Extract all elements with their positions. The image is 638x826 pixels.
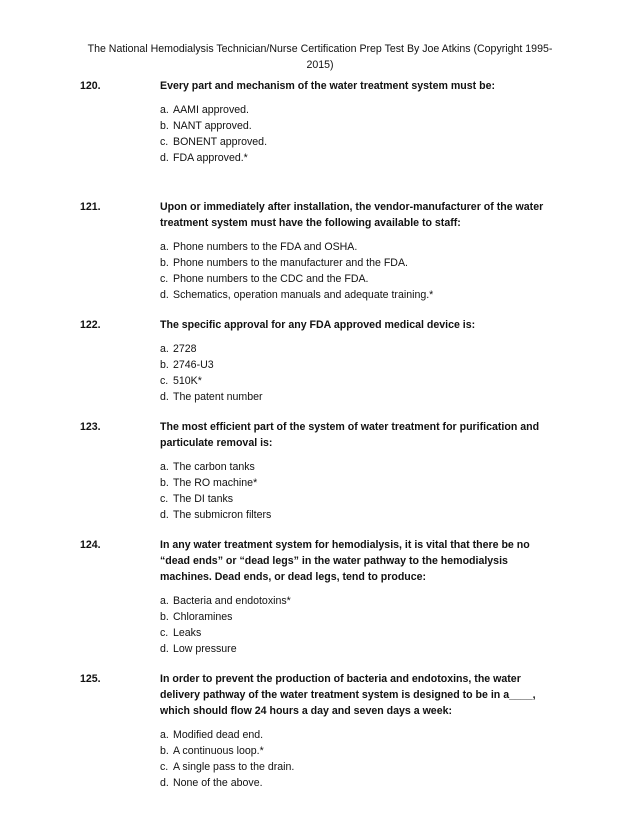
question-125 [80,671,550,791]
question-text: The most efficient part of the system of water treatment for purification and particulate removal is: [160,421,540,449]
question-123 [80,419,550,523]
answer-options [160,239,550,303]
option-text: The DI tanks [173,493,234,505]
option-letter: d. [160,152,169,164]
option-text: NANT approved. [173,120,252,132]
answer-option [160,341,550,357]
option-letter: b. [160,745,169,757]
answer-option [160,271,550,287]
option-text: Bacteria and endotoxins* [173,595,291,607]
option-text: 2728 [173,343,197,355]
question-122 [80,317,550,405]
answer-option [160,609,550,625]
answer-option [160,134,550,150]
option-text: Phone numbers to the manufacturer and the FDA. [173,257,408,269]
question-number: 120. [80,80,101,92]
header-line-2: 2015) [306,59,334,71]
question-body [160,537,550,657]
answer-option [160,459,550,475]
option-letter: b. [160,120,169,132]
option-text: Schematics, operation manuals and adequate training.* [173,289,434,301]
option-text: The carbon tanks [173,461,255,473]
option-letter: c. [160,493,169,505]
question-number: 123. [80,421,101,433]
option-letter: c. [160,375,169,387]
option-text: The patent number [173,391,263,403]
question-120 [80,78,550,166]
answer-option [160,239,550,255]
option-text: Phone numbers to the CDC and the FDA. [173,273,369,285]
answer-option [160,150,550,166]
answer-option [160,743,550,759]
question-121 [80,199,550,303]
option-letter: a. [160,461,169,473]
option-text: Chloramines [173,611,233,623]
option-letter: a. [160,729,169,741]
option-letter: d. [160,509,169,521]
option-letter: c. [160,273,169,285]
option-letter: c. [160,136,169,148]
option-letter: c. [160,627,169,639]
option-letter: c. [160,761,169,773]
option-letter: a. [160,241,169,253]
option-text: Low pressure [173,643,237,655]
option-letter: a. [160,343,169,355]
answer-options [160,341,550,405]
answer-option [160,507,550,523]
option-text: FDA approved.* [173,152,248,164]
question-number: 121. [80,201,101,213]
answer-option [160,287,550,303]
answer-option [160,491,550,507]
question-text: Upon or immediately after installation, the vendor-manufacturer of the water treatment system must have the following available to staff: [160,201,544,229]
option-letter: d. [160,777,169,789]
option-text: BONENT approved. [173,136,268,148]
option-text: A continuous loop.* [173,745,264,757]
question-number: 122. [80,319,101,331]
question-text: In order to prevent the production of bacteria and endotoxins, the water delivery pathway of the water treatment system is designed to be in a____, which should flow 24 hours a day and seven days a week: [160,673,536,717]
answer-options [160,459,550,523]
answer-options [160,727,550,791]
answer-options [160,593,550,657]
option-text: The RO machine* [173,477,258,489]
page-header [60,41,580,73]
question-text: In any water treatment system for hemodialysis, it is vital that there be no “dead ends” or “dead legs” in the water pathway to the hemodialysis machines. Dead ends, or dead legs, tend to produce: [160,539,530,583]
option-text: 510K* [173,375,202,387]
answer-option [160,593,550,609]
answer-option [160,625,550,641]
question-text: Every part and mechanism of the water treatment system must be: [160,80,495,92]
question-number: 125. [80,673,101,685]
option-letter: d. [160,289,169,301]
option-letter: b. [160,257,169,269]
option-text: The submicron filters [173,509,272,521]
answer-option [160,102,550,118]
question-text: The specific approval for any FDA approved medical device is: [160,319,476,331]
question-number: 124. [80,539,101,551]
answer-option [160,255,550,271]
answer-options [160,102,550,166]
option-letter: d. [160,643,169,655]
option-text: Leaks [173,627,202,639]
option-text: Modified dead end. [173,729,264,741]
header-line-1: The National Hemodialysis Technician/Nurse Certification Prep Test By Joe Atkins (Copyright 1995- [87,43,553,55]
question-body [160,199,550,303]
option-letter: a. [160,595,169,607]
answer-option [160,727,550,743]
option-text: A single pass to the drain. [173,761,295,773]
answer-option [160,475,550,491]
answer-option [160,373,550,389]
answer-option [160,759,550,775]
option-letter: d. [160,391,169,403]
question-124 [80,537,550,657]
option-letter: b. [160,477,169,489]
question-body [160,78,550,166]
option-letter: a. [160,104,169,116]
answer-option [160,641,550,657]
option-text: 2746-U3 [173,359,214,371]
option-text: Phone numbers to the FDA and OSHA. [173,241,358,253]
option-letter: b. [160,359,169,371]
answer-option [160,118,550,134]
answer-option [160,775,550,791]
answer-option [160,389,550,405]
question-body [160,317,550,405]
option-text: AAMI approved. [173,104,249,116]
question-body [160,671,550,791]
option-text: None of the above. [173,777,263,789]
question-body [160,419,550,523]
answer-option [160,357,550,373]
question-list [80,78,550,791]
option-letter: b. [160,611,169,623]
